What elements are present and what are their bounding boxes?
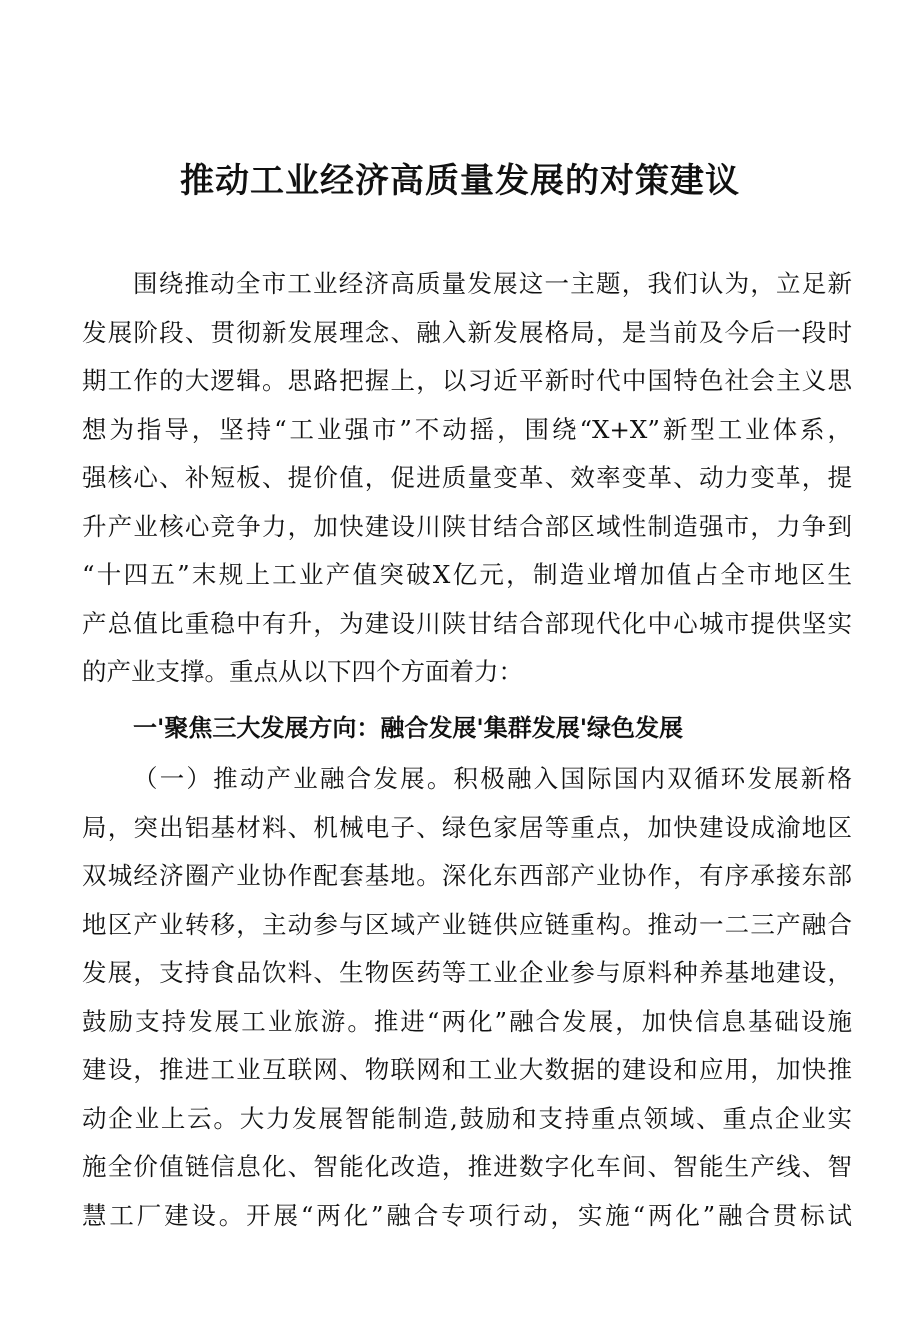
paragraph-line: 鼓励支持发展工业旅游。推进“两化”融合发展，加快信息基础设施 [82, 1006, 852, 1036]
paragraph-line: 双城经济圈产业协作配套基地。深化东西部产业协作，有序承接东部 [82, 861, 852, 890]
paragraph-line: 强核心、补短板、提价值，促进质量变革、效率变革、动力变革，提 [82, 463, 852, 492]
paragraph-line: 施全价值链信息化、智能化改造，推进数字化车间、智能生产线、智 [82, 1152, 852, 1181]
section-heading: 一'聚焦三大发展方向：融合发展'集群发展'绿色发展 [133, 714, 684, 742]
paragraph-line: 想为指导，坚持“工业强市”不动摇，围绕“X+X”新型工业体系， [82, 414, 852, 444]
paragraph-line: 发展阶段、贯彻新发展理念、融入新发展格局，是当前及今后一段时 [82, 317, 852, 347]
paragraph-line: 慧工厂建设。开展“两化”融合专项行动，实施“两化”融合贯标试 [82, 1200, 852, 1230]
paragraph-line: 发展，支持食品饮料、生物医药等工业企业参与原料种养基地建设， [82, 958, 852, 987]
paragraph-line: 动企业上云。大力发展智能制造,鼓励和支持重点领域、重点企业实 [82, 1103, 852, 1133]
paragraph-line: （一）推动产业融合发展。积极融入国际国内双循环发展新格 [133, 764, 852, 793]
paragraph-line: 建设，推进工业互联网、物联网和工业大数据的建设和应用，加快推 [82, 1055, 852, 1084]
paragraph-line: 期工作的大逻辑。思路把握上，以习近平新时代中国特色社会主义思 [82, 366, 852, 395]
paragraph-line: 的产业支撑。重点从以下四个方面着力： [82, 657, 523, 686]
paragraph-line: “十四五”末规上工业产值突破X亿元，制造业增加值占全市地区生 [82, 560, 852, 589]
paragraph-line: 围绕推动全市工业经济高质量发展这一主题，我们认为，立足新 [133, 269, 852, 298]
document-title: 推动工业经济高质量发展的对策建议 [180, 161, 740, 201]
paragraph-line: 局，突出铝基材料、机械电子、绿色家居等重点，加快建设成渝地区 [82, 812, 852, 842]
paragraph-line: 地区产业转移，主动参与区域产业链供应链重构。推动一二三产融合 [82, 909, 852, 939]
paragraph-line: 产总值比重稳中有升，为建设川陕甘结合部现代化中心城市提供坚实 [82, 608, 852, 638]
paragraph-line: 升产业核心竞争力，加快建设川陕甘结合部区域性制造强市，力争到 [82, 511, 852, 541]
